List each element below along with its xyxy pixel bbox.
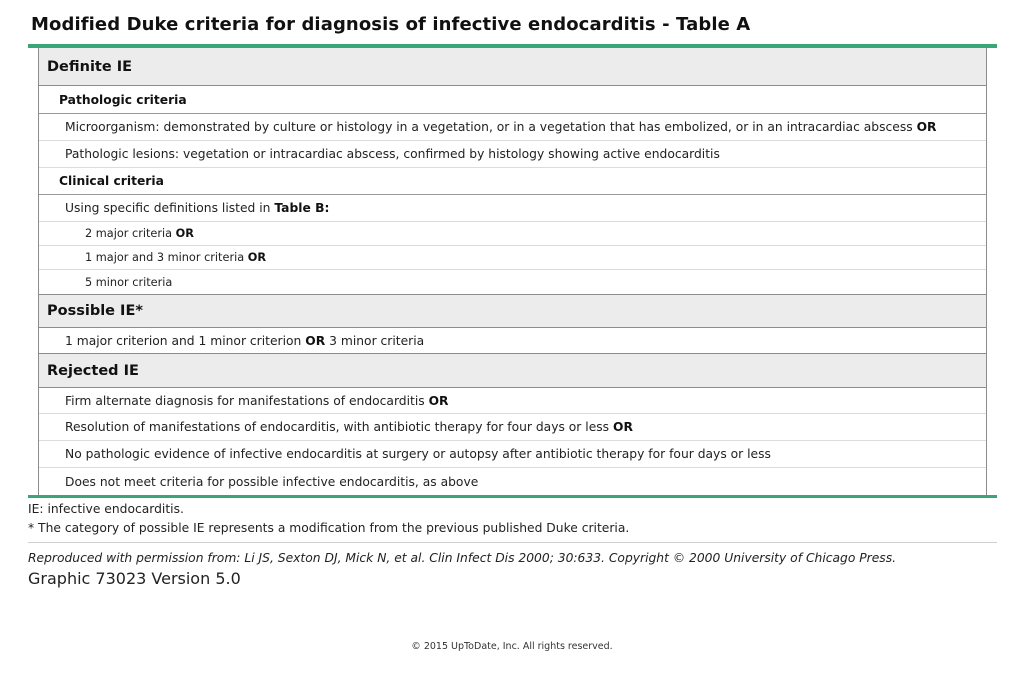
footnote-divider xyxy=(28,542,997,543)
pathologic-criteria-heading: Pathologic criteria xyxy=(39,86,986,114)
clinical-option-2 xyxy=(39,246,986,270)
clinical-option-1 xyxy=(39,222,986,246)
graphic-label: Graphic 73023 Version 5.0 xyxy=(28,569,241,588)
item-text: 3 minor criteria xyxy=(329,333,425,348)
item-text: Using specific definitions listed in xyxy=(65,201,271,215)
or-keyword: OR xyxy=(428,393,449,408)
possible-item xyxy=(39,328,986,353)
or-keyword: OR xyxy=(916,120,937,134)
pathologic-item-microorganism xyxy=(39,114,986,141)
page-title: Modified Duke criteria for diagnosis of infective endocarditis - Table A xyxy=(31,14,751,35)
abbreviation-note: IE: infective endocarditis. xyxy=(28,502,184,516)
or-keyword: OR xyxy=(175,227,194,240)
footnotes xyxy=(28,500,629,538)
or-keyword: OR xyxy=(247,251,267,264)
clinical-intro xyxy=(39,195,986,222)
criteria-table xyxy=(28,44,997,498)
table-b-reference: Table B: xyxy=(274,201,330,215)
item-text: Microorganism: demonstrated by culture or histology in a vegetation, or in a vegetation that has embolized, or in an intracardiac abscess xyxy=(65,120,913,134)
item-text: 1 major criterion and 1 minor criterion xyxy=(65,333,302,348)
rejected-item-3: No pathologic evidence of infective endocarditis at surgery or autopsy after antibiotic therapy for four days or less xyxy=(39,441,986,468)
item-text: 2 major criteria xyxy=(85,227,173,240)
section-definite-ie: Definite IE xyxy=(39,48,986,86)
section-possible-ie: Possible IE* xyxy=(39,294,986,328)
or-keyword: OR xyxy=(305,333,326,348)
pathologic-item-lesions: Pathologic lesions: vegetation or intracardiac abscess, confirmed by histology showing active endocarditis xyxy=(39,141,986,168)
copyright-notice: © 2015 UpToDate, Inc. All rights reserved. xyxy=(411,641,613,652)
possible-ie-note: * The category of possible IE represents a modification from the previous published Duke criteria. xyxy=(28,521,630,535)
rejected-item-4: Does not meet criteria for possible infective endocarditis, as above xyxy=(65,474,479,489)
or-keyword: OR xyxy=(613,420,633,434)
item-text: Resolution of manifestations of endocarditis, with antibiotic therapy for four days or less xyxy=(65,420,610,434)
item-text: 1 major and 3 minor criteria xyxy=(85,251,245,264)
clinical-option-3: 5 minor criteria xyxy=(85,275,173,289)
clinical-criteria-heading: Clinical criteria xyxy=(39,168,986,195)
rejected-item-1 xyxy=(39,388,986,414)
citation: Reproduced with permission from: Li JS, Sexton DJ, Mick N, et al. Clin Infect Dis 2000; 30:633. Copyright © 2000 University of Chicago Press. xyxy=(28,551,897,565)
item-text: Firm alternate diagnosis for manifestations of endocarditis xyxy=(65,393,425,408)
rejected-item-2 xyxy=(39,414,986,441)
section-rejected-ie: Rejected IE xyxy=(39,353,986,388)
